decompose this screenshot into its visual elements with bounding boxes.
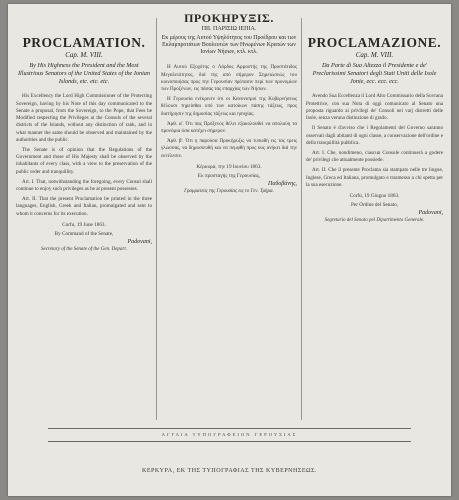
italian-signature: Padovani,: [418, 210, 443, 217]
english-office: Secretary of the Senate of the Gen. Depart.: [40, 246, 128, 252]
greek-lead: Εκ μέρους της Αυτού Υψηλότητος του Προέδρου και των Εκλαμπροτάτων Βουλευτών των Ηνωμένων Κρατών των Ιονίων Νήσων, κτλ. κτλ.: [161, 34, 297, 56]
italian-lead: Da Parte di Sua Altezza il Presidente e de' Preclarissimi Senatori degli Stati Uniti delle Isole Jonie, ecc. ecc. ecc.: [312, 62, 437, 85]
english-body: [16, 93, 152, 218]
printer-line: ΑΓΓΛΙΑ ΤΥΠΟΓΡΑΦΕΙΟΝ ΓΕΡΟΥΣΙΑΣ: [161, 432, 298, 437]
english-order: By Command of the Senate,: [54, 230, 114, 237]
english-subtitle: Cap. M. VIII.: [65, 51, 103, 60]
italian-date: Corfù, 19 Giugno 1863.: [349, 193, 400, 200]
proclamation-sheet: [8, 4, 451, 496]
italian-column: [306, 10, 443, 223]
greek-column: [161, 10, 297, 194]
greek-paragraph: Η Αυτού Εξοχότης ο Λόρδος Αρμοστής της Προστάτιδος Μεγαλειότητος, διά της από σήμερον Σημειώσεώς του κοινοποιήσας προς την Γερουσίαν πρότασιν περί των προνομίων των Προξένων, εις πάσας τας επαρχίας των Νήσων.: [161, 64, 297, 92]
greek-body: [161, 64, 297, 160]
italian-office: Segretario del Senato pel Dipartimento Generale.: [324, 218, 425, 224]
bottom-rule: [48, 428, 411, 429]
greek-date: Κέρκυρα, την 19 Ιουνίου 1863.: [196, 163, 262, 170]
italian-subtitle: Cap. M. VIII.: [355, 51, 394, 60]
english-column: [16, 10, 152, 252]
greek-signature: Παδοβάνης,: [268, 180, 297, 187]
italian-paragraph: Art. I. Che, nondimeno, ciascun Console continuerà a godere de' privilegi che attualmente possiede.: [306, 149, 443, 164]
imprint-footer: ΚΕΡΚΥΡΑ, ΕΚ ΤΗΣ ΤΥΠΟΓΡΑΦΙΑΣ ΤΗΣ ΚΥΒΕΡΝΗΣΕΩΣ.: [142, 468, 317, 474]
italian-paragraph: Il Senato è d'avviso che i Regolamenti del Governo saranno osservati dagli abitanti di ogni classe, a conservazione dell'ordine e della tranquillità pubblica.: [306, 125, 443, 146]
italian-order: Per Ordine del Senato,: [351, 202, 398, 209]
english-paragraph: Art. II. That the present Proclamation be printed in the three languages, English, Greek and Italian, promulgated and sent to whom it concerns for its execution.: [16, 196, 152, 217]
italian-title: PROCLAMAZIONE.: [307, 35, 442, 50]
greek-paragraph: Άρθ. β'. Ότι η παρούσα Προκήρυξις να τυπωθή εις τας τρεις γλώσσας, να δημοσιευθή και να πεμφθή προς ους ανήκει διά την εκτέλεσιν.: [161, 138, 297, 159]
greek-office: Γραμματεύς της Γερουσίας εις το Γεν. Τμήμα.: [184, 188, 274, 194]
greek-title: ΠΡΟΚΗΡΥΞΙΣ.: [184, 11, 274, 25]
italian-body: [306, 93, 443, 189]
english-lead: By His Highness the President and the Most Illustrious Senators of the United States of the Ionian Islands, etc. etc. etc.: [18, 62, 150, 85]
english-title: PROCLAMATION.: [22, 35, 146, 50]
english-paragraph: Art. I. That, notwithstanding the foregoing, every Consul shall continue to enjoy such privileges as he at present possesses.: [16, 178, 152, 193]
column-divider: [301, 18, 302, 420]
english-paragraph: His Excellency the Lord High Commissioner of the Protecting Sovereign, having by his Note of this day communicated to the Senate a proposal, from the Sovereign, to the Pope, that Fees be Modified respecting the Privileges at the Consuls of the several districts of the Islands, without any distinction of rank, and in what manner the same should be observed and maintained by the authorities and the public.: [16, 93, 152, 143]
english-signature: Padovani,: [127, 238, 152, 245]
english-paragraph: The Senate is of opinion that the Regulations of the Government and those of His Majesty shall be observed by the inhabitants of every class, with a view to the preservation of the public order and tranquillity.: [16, 146, 152, 175]
greek-subtitle: ΠΙΙ. ΠΑΡΙΣΙΩ ΙΕΠΙΑ.: [201, 25, 257, 32]
greek-order: Εκ προσταγής της Γερουσίας,: [197, 172, 261, 179]
greek-paragraph: Η Γερουσία ενέκρινεν ότι οι Κανονισμοί της Κυβερνήσεως θέλουσι τηρείσθαι υπό των κατοίκων πάσης τάξεως, προς διατήρησιν της δημοσίας τάξεως και ησυχίας.: [161, 96, 297, 117]
bottom-rule: [48, 441, 411, 442]
greek-paragraph: Άρθ. α'. Ότι πας Πρόξενος θέλει εξακολουθεί να απολαύη τα προνόμια όσα κατέχει σήμερον.: [161, 120, 297, 135]
italian-paragraph: Art. II. Che il presente Proclama sia stampato nelle tre lingue, Inglese, Greca ed Italiana, promulgato e trasmesso a chi spetta per la sua esecuzione.: [306, 167, 443, 188]
english-date: Corfu, 19 June 1863.: [62, 221, 106, 228]
column-divider: [156, 18, 157, 420]
italian-paragraph: Avendo Sua Eccellenza il Lord Alto Commissario della Sovrana Protettrice, con sua Nota di oggi comunicato al Senato una proposta riguardo ai privilegi de' Consoli nei varj distretti delle Isole, senza veruna distinzione di grado.: [306, 93, 443, 122]
